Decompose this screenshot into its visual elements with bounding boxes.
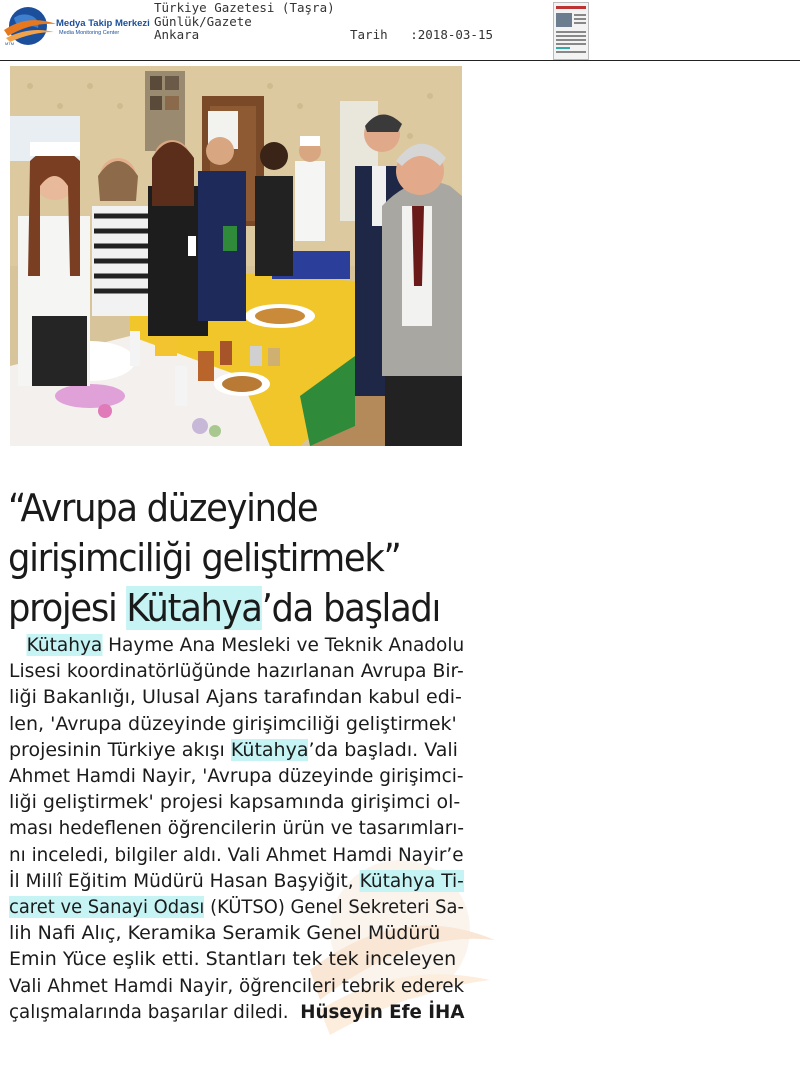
article-text: nı inceledi, bilgiler aldı. Vali Ahmet Hamdi Nayir’e	[9, 843, 464, 866]
publication-info	[154, 1, 335, 42]
article-line	[9, 868, 464, 894]
publication-frequency: Günlük/Gazete	[154, 13, 252, 29]
article-text: Ahmet Hamdi Nayir, 'Avrupa düzeyinde girişimci-	[9, 765, 464, 788]
article-line	[9, 946, 456, 972]
article-line	[9, 973, 464, 999]
meta-label: Tarih	[350, 27, 411, 42]
keyword-highlight: caret ve Sanayi Odası	[9, 896, 205, 919]
svg-text:MTM: MTM	[5, 41, 15, 46]
article-text: liği geliştirmek' projesi kapsamında girişimci ol-	[9, 791, 461, 814]
exhibition-photo-image	[10, 66, 462, 446]
article-text: İl Millî Eğitim Müdürü Hasan Başyiğit,	[9, 869, 360, 892]
medya-takip-logo	[2, 4, 152, 48]
article-text: ması hedeflenen öğrencilerin ürün ve tasarımları-	[9, 817, 465, 840]
headline-line-3	[8, 586, 440, 630]
article-photo	[10, 66, 462, 446]
article-text: len, 'Avrupa düzeyinde girişimciliği geliştirmek'	[9, 712, 457, 735]
article-line	[9, 632, 464, 658]
publication-city: Ankara	[154, 27, 200, 42]
globe-logo-icon	[2, 4, 58, 48]
article-text: Emin Yüce eşlik etti. Stantları tek tek inceleyen	[9, 948, 457, 971]
article-line	[9, 842, 464, 868]
article-line	[9, 999, 464, 1025]
logo-subtitle: Media Monitoring Center	[59, 30, 120, 36]
article-text: (KÜTSO) Genel Sekreteri Sa-	[204, 896, 464, 919]
article-line	[9, 711, 457, 737]
article-line	[9, 658, 464, 684]
headline-text: projesi	[8, 586, 127, 631]
headline-line-2: girişimciliği geliştirmek”	[8, 536, 401, 581]
article-text: Hayme Ana Mesleki ve Teknik Anadolu	[102, 634, 465, 656]
article-line	[9, 920, 440, 946]
article-line	[9, 789, 460, 815]
article-text: projesinin Türkiye akışı	[9, 738, 231, 761]
keyword-highlight: Kütahya	[126, 586, 262, 631]
article-text: lih Nafi Alıç, Keramika Seramik Genel Müdürü	[9, 922, 441, 945]
author-byline: Hüseyin Efe İHA	[300, 1000, 465, 1023]
article-body	[9, 632, 509, 1025]
article-text: ’da başladı. Vali	[308, 738, 458, 761]
article-headline	[8, 483, 454, 633]
logo-name: Medya Takip Merkezi	[56, 18, 150, 29]
meta-value: :2018-03-15	[410, 27, 494, 42]
headline-line-1: “Avrupa düzeyinde	[8, 486, 318, 531]
article-line	[9, 737, 458, 763]
article-line	[9, 894, 464, 920]
article-text: çalışmalarında başarılar diledi.	[9, 1000, 301, 1023]
article-line	[9, 684, 462, 710]
page-thumbnail[interactable]	[553, 2, 589, 60]
article-text	[9, 634, 27, 656]
keyword-highlight: Kütahya Ti-	[359, 869, 464, 892]
article-line	[9, 815, 464, 841]
article-text: Lisesi koordinatörlüğünde hazırlanan Avrupa Bir-	[9, 660, 464, 683]
article-line	[9, 763, 464, 789]
headline-text: ’da başladı	[261, 586, 441, 631]
keyword-highlight: Kütahya	[230, 738, 309, 761]
clipping-header	[0, 0, 800, 61]
publication-name: Türkiye Gazetesi (Taşra)	[154, 0, 335, 15]
article-text: Vali Ahmet Hamdi Nayir, öğrencileri tebrik ederek	[9, 974, 465, 997]
keyword-highlight: Kütahya	[26, 634, 103, 656]
meta-date	[350, 28, 493, 42]
article-text: liği Bakanlığı, Ulusal Ajans tarafından kabul edi-	[9, 686, 462, 709]
